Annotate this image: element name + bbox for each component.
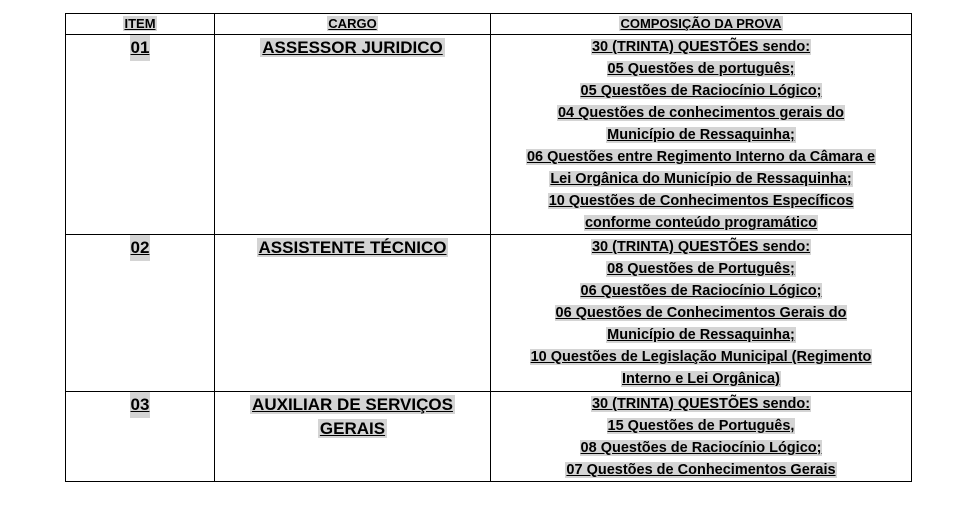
- composicao-line: [491, 168, 911, 190]
- composicao-line-text: 04 Questões de conhecimentos gerais do: [557, 105, 845, 121]
- header-composicao-label: COMPOSIÇÃO DA PROVA: [620, 16, 782, 31]
- item-cell: [66, 235, 215, 392]
- cargo-name-line: ASSISTENTE TÉCNICO: [258, 238, 447, 257]
- composicao-line: [491, 368, 911, 390]
- cargo-cell: [215, 35, 491, 235]
- header-item-label: ITEM: [124, 16, 156, 31]
- composicao-line: [491, 236, 911, 258]
- composicao-line-text: 05 Questões de Raciocínio Lógico;: [580, 83, 822, 99]
- cargo-name-line: GERAIS: [319, 419, 386, 438]
- composicao-line: [491, 212, 911, 234]
- composicao-line-text: 08 Questões de Raciocínio Lógico;: [580, 440, 822, 456]
- composicao-line-text: 08 Questões de Português;: [607, 261, 795, 277]
- header-composicao: [491, 14, 912, 35]
- composicao-line: [491, 36, 911, 58]
- cargo-cell: [215, 392, 491, 482]
- table-row: [66, 235, 912, 392]
- item-cell: [66, 392, 215, 482]
- composicao-line: [491, 146, 911, 168]
- composicao-line: [491, 258, 911, 280]
- composicao-line-text: Município de Ressaquinha;: [607, 127, 795, 143]
- composicao-line-text: Município de Ressaquinha;: [607, 327, 795, 343]
- composicao-line: [491, 346, 911, 368]
- composicao-line-text: Lei Orgânica do Município de Ressaquinha;: [550, 171, 852, 187]
- composicao-line-text: 06 Questões entre Regimento Interno da Câmara e: [526, 149, 876, 165]
- cargo-name: [260, 35, 444, 60]
- composicao-line: [491, 302, 911, 324]
- item-number: 03: [130, 392, 151, 418]
- composicao-line: [491, 280, 911, 302]
- composicao-cell: [491, 392, 912, 482]
- composicao-line-text: 30 (TRINTA) QUESTÕES sendo:: [591, 39, 811, 55]
- composicao-line: [491, 124, 911, 146]
- cargo-name-line: ASSESSOR JURIDICO: [262, 38, 443, 57]
- header-item: [66, 14, 215, 35]
- composicao-cell: [491, 235, 912, 392]
- item-number: 02: [130, 235, 151, 261]
- composicao-line: [491, 324, 911, 346]
- composicao-line: [491, 58, 911, 80]
- composicao-line-text: conforme conteúdo programático: [584, 215, 818, 231]
- composicao-line: [491, 437, 911, 459]
- table-row: [66, 392, 912, 482]
- header-cargo-label: CARGO: [328, 16, 377, 31]
- composicao-line: [491, 80, 911, 102]
- cargo-name: [257, 235, 449, 260]
- composicao-line-text: 06 Questões de Conhecimentos Gerais do: [555, 305, 847, 321]
- composicao-line: [491, 102, 911, 124]
- composicao-line-text: 07 Questões de Conhecimentos Gerais: [566, 462, 836, 478]
- composicao-line-text: 30 (TRINTA) QUESTÕES sendo:: [591, 396, 811, 412]
- cargo-cell: [215, 235, 491, 392]
- header-cargo: [215, 14, 491, 35]
- composicao-line: [491, 190, 911, 212]
- item-number: 01: [130, 35, 151, 61]
- composicao-line-text: Interno e Lei Orgânica): [622, 371, 780, 387]
- composicao-line-text: 30 (TRINTA) QUESTÕES sendo:: [591, 239, 811, 255]
- exam-composition-table: [65, 13, 912, 482]
- composicao-line-text: 05 Questões de português;: [607, 61, 795, 77]
- composicao-cell: [491, 35, 912, 235]
- composicao-line-text: 06 Questões de Raciocínio Lógico;: [580, 283, 822, 299]
- composicao-line: [491, 415, 911, 437]
- composicao-line: [491, 393, 911, 415]
- composicao-line-text: 10 Questões de Legislação Municipal (Regimento: [530, 349, 872, 365]
- composicao-line-text: 15 Questões de Português,: [607, 418, 795, 434]
- table-header-row: [66, 14, 912, 35]
- cargo-name: [250, 392, 455, 441]
- cargo-name-line: AUXILIAR DE SERVIÇOS: [252, 395, 453, 414]
- composicao-line-text: 10 Questões de Conhecimentos Específicos: [548, 193, 854, 209]
- item-cell: [66, 35, 215, 235]
- table-row: [66, 35, 912, 235]
- composicao-line: [491, 459, 911, 481]
